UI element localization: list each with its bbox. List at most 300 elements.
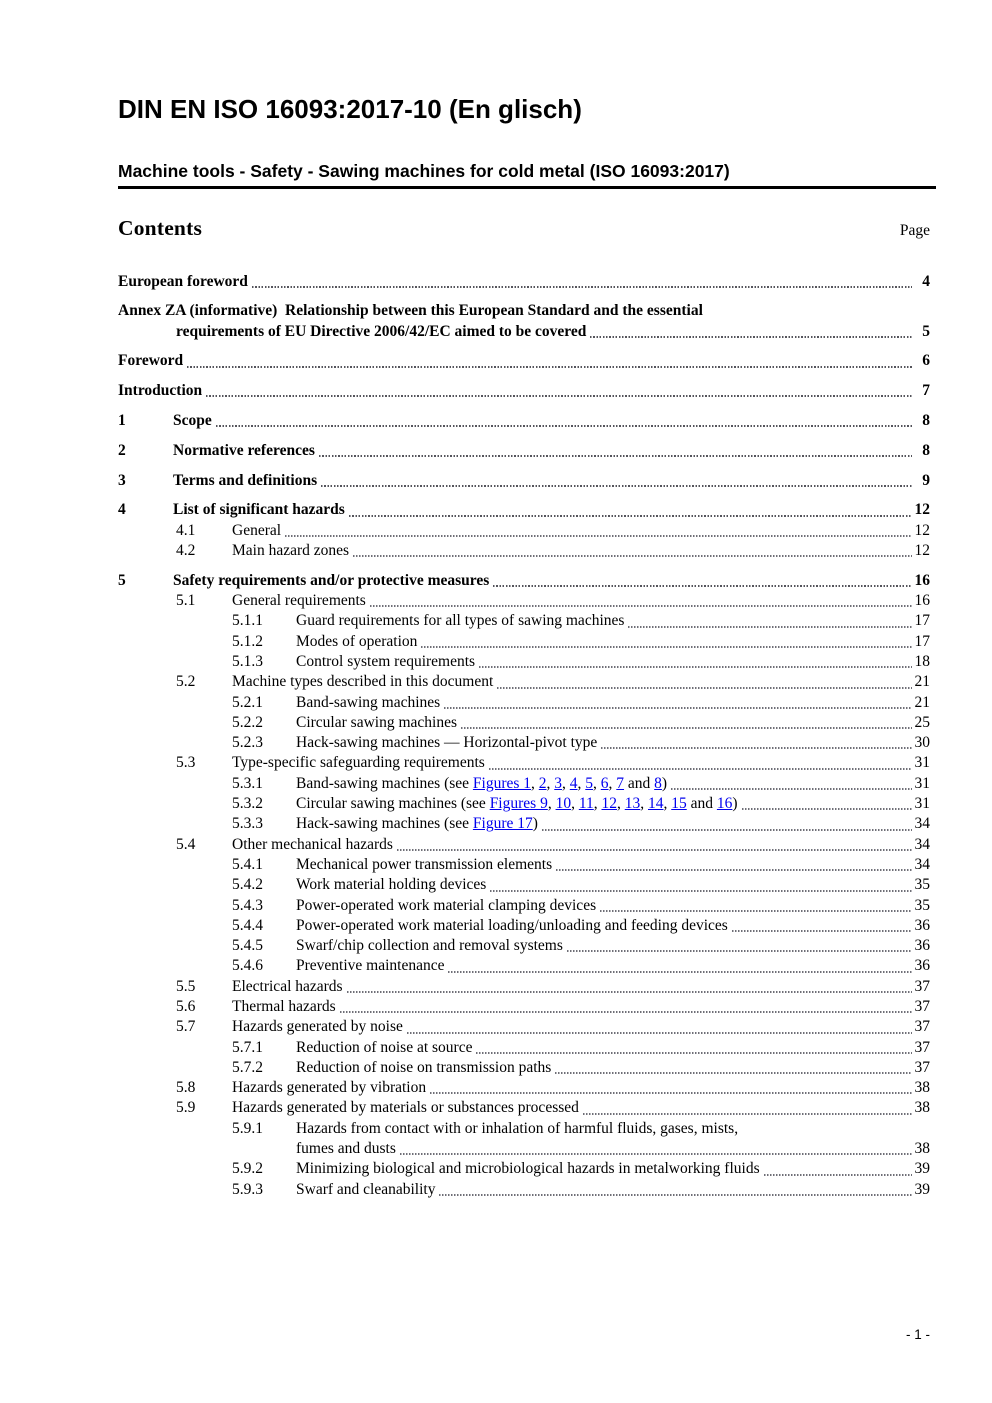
toc-entry-number: 5.1: [176, 592, 196, 610]
toc-entry-number: 5.9: [176, 1099, 196, 1117]
toc-entry-line: [118, 1119, 930, 1139]
toc-entry-number: 5.4.5: [232, 937, 263, 955]
figure-link[interactable]: 11: [578, 795, 594, 813]
toc-leader-dots: [370, 605, 912, 607]
toc-entry-line: [118, 1078, 930, 1098]
toc-entry: [118, 875, 930, 895]
contents-header-row: [118, 216, 930, 241]
toc-page-number: 36: [914, 937, 930, 955]
toc-page-number: 31: [914, 774, 930, 792]
toc-page-number: 31: [914, 795, 930, 813]
toc-leader-dots: [479, 666, 912, 668]
toc-title-text: Hazards generated by materials or substances processed: [232, 1099, 579, 1117]
toc-page-number: 12: [914, 521, 930, 539]
toc-title-text: Terms and definitions: [173, 471, 318, 489]
toc-entry: [118, 500, 930, 520]
toc-entry: [118, 1159, 930, 1179]
toc-title-text: ,: [608, 774, 617, 792]
toc-title-text: Main hazard zones: [232, 541, 350, 559]
figure-link[interactable]: 15: [671, 795, 687, 813]
toc-entry-line: [118, 977, 930, 997]
toc-entry: [118, 814, 930, 834]
toc-entry: [118, 591, 930, 611]
toc-title-text: ,: [617, 795, 625, 813]
toc-title-text: Thermal hazards: [232, 998, 336, 1015]
toc-title-text: ,: [546, 774, 555, 792]
toc-leader-dots: [764, 1174, 912, 1176]
toc-leader-dots: [461, 727, 912, 729]
toc-page-number: 37: [914, 998, 930, 1015]
toc-entry-title: [232, 521, 281, 541]
toc-entry-line: [118, 794, 930, 814]
toc-entry-number: 5.5: [176, 977, 196, 995]
toc-title-text: ,: [571, 795, 579, 813]
toc-entry-number: 5.9.3: [232, 1180, 263, 1198]
toc-page-number: 12: [914, 501, 930, 519]
toc-entry-number: 5.1.3: [232, 652, 263, 670]
toc-entry-line: [118, 632, 930, 652]
toc-entry-line: [118, 875, 930, 895]
toc-title-text: ,: [531, 774, 539, 792]
toc-entry-title: [296, 693, 440, 713]
toc-page-number: 35: [914, 876, 930, 894]
toc-title-text: European foreword: [118, 272, 248, 290]
toc-title-text: Other mechanical hazards: [232, 835, 393, 853]
toc-leader-dots: [490, 890, 912, 892]
toc-entry-line: [118, 500, 930, 520]
toc-entry-line: [118, 672, 930, 692]
toc-entry: [118, 733, 930, 753]
toc-leader-dots: [349, 515, 912, 517]
toc-page-number: 35: [914, 896, 930, 914]
toc-entry-number: 5.4.1: [232, 855, 263, 873]
toc-entry-number: 5.2.1: [232, 693, 263, 711]
toc-entry: [118, 471, 930, 491]
toc-title-text: ,: [562, 774, 570, 792]
toc-title-text: ,: [663, 795, 672, 813]
toc-title-text: Guard requirements for all types of sawing machines: [296, 612, 625, 630]
toc-entry-line: [118, 855, 930, 875]
toc-entry-line: [118, 997, 930, 1017]
toc-entry: [118, 713, 930, 733]
toc-entry: [118, 753, 930, 773]
toc-leader-dots: [556, 869, 912, 871]
figure-link[interactable]: 6: [600, 774, 609, 792]
toc-title-text: Modes of operation: [296, 632, 418, 650]
toc-entry-number: 5.2: [176, 673, 196, 691]
document-title: DIN EN ISO 16093:2017-10 (En glisch): [118, 94, 582, 124]
toc-entry-title: [232, 977, 343, 997]
toc-leader-dots: [444, 707, 912, 709]
toc-entry-title: [173, 441, 315, 461]
toc-title-text: Band-sawing machines (see: [296, 774, 473, 792]
toc-entry-line: [118, 774, 930, 794]
figure-link[interactable]: 8: [654, 774, 662, 792]
toc-entry-line: [118, 1038, 930, 1058]
toc-entry-title: [176, 322, 586, 342]
toc-leader-dots: [347, 991, 912, 993]
toc-leader-dots: [252, 286, 912, 288]
toc-title-text: Mechanical power transmission elements: [296, 855, 553, 873]
toc-entry-number: 5.7.1: [232, 1038, 263, 1056]
toc-title-text: General requirements: [232, 592, 366, 610]
toc-entry: [118, 1180, 930, 1200]
toc-title-text: ,: [593, 795, 602, 813]
toc-entry-line: [118, 733, 930, 753]
toc-entry: [118, 794, 930, 814]
toc-entry-title: [296, 652, 475, 672]
figure-link[interactable]: 7: [616, 774, 625, 792]
toc-title-text: Power-operated work material loading/unloading and feeding devices: [296, 916, 728, 934]
figure-link[interactable]: 13: [624, 795, 641, 813]
toc-entry-line: [118, 1017, 930, 1037]
toc-page-number: 39: [914, 1180, 930, 1198]
toc-entry: [118, 896, 930, 916]
toc-title-text: Introduction: [118, 382, 203, 400]
toc-entry-title: [173, 471, 317, 491]
toc-page-number: 4: [922, 272, 930, 290]
toc-title-text: Hazards generated by noise: [232, 1018, 403, 1036]
toc-entry-title: [296, 1119, 738, 1139]
toc-entry-title: [232, 672, 493, 692]
toc-leader-dots: [489, 768, 912, 770]
toc-entry-line: [118, 381, 930, 401]
toc-entry: [118, 301, 930, 342]
toc-entry-line: [118, 541, 930, 561]
figure-link[interactable]: 5: [585, 774, 594, 792]
toc-title-text: ,: [593, 774, 601, 792]
toc-title-text: Normative references: [173, 441, 315, 459]
toc-page-number: 21: [914, 693, 930, 711]
toc-entry-title: [296, 1180, 435, 1200]
toc-title-text: and: [686, 795, 717, 813]
toc-leader-dots: [400, 1153, 912, 1155]
toc-entry-line: [118, 301, 930, 321]
toc-leader-dots: [671, 788, 912, 790]
toc-entry-title: [296, 632, 417, 652]
toc-title-text: Safety requirements and/or protective measures: [173, 571, 490, 589]
toc-title-text: Preventive maintenance: [296, 957, 445, 975]
toc-page-number: 31: [914, 754, 930, 772]
figure-link[interactable]: 2: [538, 774, 547, 792]
toc-entry-number: 5: [118, 571, 126, 589]
page-number-indicator: - 1 -: [905, 1327, 930, 1342]
toc-leader-dots: [216, 425, 912, 427]
toc-leader-dots: [732, 930, 912, 932]
toc-entry-number: 5.2.2: [232, 713, 263, 731]
toc-entry: [118, 521, 930, 541]
toc-entry-number: 4: [118, 501, 126, 519]
toc-entry-title: [296, 1159, 760, 1179]
toc-page-number: 17: [914, 632, 930, 650]
figure-link[interactable]: 12: [601, 795, 617, 813]
toc-title-text: Scope: [173, 411, 212, 429]
toc-entry: [118, 977, 930, 997]
toc-entry-line: [118, 351, 930, 371]
figure-link[interactable]: Figure 17: [472, 815, 533, 833]
toc-entry-title: [232, 1098, 579, 1118]
toc-title-text: and: [624, 774, 655, 792]
toc-entry-title: [296, 733, 597, 753]
toc-entry: [118, 1078, 930, 1098]
toc-leader-dots: [319, 455, 912, 457]
toc-leader-dots: [590, 336, 912, 338]
toc-page-number: 21: [914, 673, 930, 691]
toc-entry: [118, 936, 930, 956]
toc-page-number: 8: [922, 441, 930, 459]
page-column-label: Page: [899, 222, 930, 239]
toc-entry-line: [118, 272, 930, 292]
toc-entry-line: [118, 693, 930, 713]
figure-link[interactable]: 16: [716, 795, 733, 813]
toc-entry-line: [118, 835, 930, 855]
toc-entry-title: [296, 794, 738, 814]
toc-title-text: Hack-sawing machines (see: [296, 815, 473, 833]
toc-entry-title: [232, 753, 485, 773]
toc-entry: [118, 672, 930, 692]
toc-page-number: 37: [914, 977, 930, 995]
toc-page-number: 7: [922, 382, 930, 400]
toc-entry-line: [118, 814, 930, 834]
toc-entry: [118, 855, 930, 875]
toc-entry-line: [118, 1058, 930, 1078]
toc-leader-dots: [497, 687, 912, 689]
toc-entry-line: [118, 1098, 930, 1118]
toc-title-text: ,: [577, 774, 586, 792]
toc-leader-dots: [555, 1072, 912, 1074]
toc-entry-title: [118, 301, 703, 321]
toc-entry-title: [118, 351, 183, 371]
toc-title-text: requirements of EU Directive 2006/42/EC aimed to be covered: [176, 322, 587, 340]
toc-entry-title: [173, 500, 345, 520]
toc-page-number: 18: [914, 652, 930, 670]
toc-entry: [118, 1119, 930, 1160]
toc-entry-number: 4.1: [176, 521, 196, 539]
toc-entry-title: [232, 591, 366, 611]
toc-entry-number: 5.7.2: [232, 1058, 263, 1076]
toc-entry: [118, 916, 930, 936]
toc-entry-line: [118, 411, 930, 431]
toc-entry-number: 5.9.1: [232, 1119, 263, 1137]
contents-heading: Contents: [118, 216, 203, 240]
toc-entry: [118, 997, 930, 1017]
toc-leader-dots: [583, 1113, 912, 1115]
toc-page-number: 34: [914, 835, 930, 853]
toc-entry: [118, 956, 930, 976]
toc-title-text: ): [661, 774, 668, 792]
toc-title-text: Hazards from contact with or inhalation of harmful fluids, gases, mists,: [296, 1119, 739, 1137]
toc-entry: [118, 571, 930, 591]
toc-entry-number: 5.1.1: [232, 612, 263, 630]
toc-page-number: 37: [914, 1058, 930, 1076]
toc-entry-number: 1: [118, 411, 126, 429]
toc-entry-title: [118, 381, 202, 401]
figure-link[interactable]: 14: [648, 795, 664, 813]
toc-entry-title: [296, 956, 444, 976]
toc-page-number: 6: [922, 352, 930, 370]
toc-entry: [118, 1017, 930, 1037]
toc-leader-dots: [430, 1092, 912, 1094]
toc-entry-line: [118, 1180, 930, 1200]
toc-entry-title: [296, 814, 538, 834]
toc-leader-dots: [448, 971, 912, 973]
toc-title-text: ,: [640, 795, 648, 813]
toc-entry-title: [296, 916, 728, 936]
toc-entry-number: 3: [118, 471, 126, 489]
toc-entry-number: 2: [118, 441, 126, 459]
document-subtitle: Machine tools - Safety - Sawing machines for cold metal (ISO 16093:2017): [118, 160, 936, 189]
toc-leader-dots: [476, 1052, 912, 1054]
toc-entry-title: [296, 774, 667, 794]
toc-page-number: 17: [914, 612, 930, 630]
toc-entry: [118, 441, 930, 461]
toc-title-text: Minimizing biological and microbiological hazards in metalworking fluids: [296, 1160, 760, 1178]
toc-entry-title: [296, 1038, 472, 1058]
toc-entry-line: [118, 591, 930, 611]
toc-title-text: fumes and dusts: [296, 1140, 396, 1158]
toc-leader-dots: [493, 585, 912, 587]
toc-page-number: 25: [914, 713, 930, 731]
toc-entry-title: [232, 835, 393, 855]
toc-entry: [118, 351, 930, 371]
toc-entry-line: [118, 521, 930, 541]
toc-entry-line: [118, 896, 930, 916]
toc-page-number: 9: [922, 471, 930, 489]
toc-entry-title: [232, 1017, 403, 1037]
toc-entry: [118, 1038, 930, 1058]
toc-entry: [118, 632, 930, 652]
toc-entry-line: [118, 713, 930, 733]
toc-title-text: General: [232, 521, 282, 539]
toc-entry-title: [296, 611, 624, 631]
toc-title-text: Annex ZA (informative) Relationship between this European Standard and the essential: [118, 302, 703, 320]
toc-entry-number: 5.9.2: [232, 1160, 263, 1178]
toc-entry: [118, 611, 930, 631]
toc-entry-title: [232, 541, 349, 561]
toc-title-text: Machine types described in this document: [232, 673, 494, 691]
toc-leader-dots: [439, 1194, 912, 1196]
toc-entry-line: [118, 916, 930, 936]
toc-page-number: 16: [914, 571, 930, 589]
toc-page-number: 37: [914, 1018, 930, 1036]
toc-entry-title: [296, 936, 563, 956]
toc-leader-dots: [421, 646, 912, 648]
toc-entry-number: 5.4.3: [232, 896, 263, 914]
figure-link[interactable]: 4: [569, 774, 578, 792]
toc-entry-title: [296, 875, 486, 895]
toc-entry-number: 4.2: [176, 541, 196, 559]
toc-entry-number: 5.3.1: [232, 774, 263, 792]
toc-title-text: Reduction of noise on transmission paths: [296, 1058, 552, 1076]
toc-page-number: 38: [914, 1099, 930, 1117]
toc-entry-line: [118, 441, 930, 461]
toc-leader-dots: [340, 1011, 912, 1013]
toc-entry-title: [232, 997, 336, 1017]
toc-entry-line: [118, 571, 930, 591]
toc-page-number: 36: [914, 916, 930, 934]
toc-entry-title: [296, 1058, 551, 1078]
toc-leader-dots: [285, 535, 912, 537]
toc-leader-dots: [567, 950, 912, 952]
figure-link[interactable]: Figures 1: [472, 774, 532, 792]
toc-title-text: ): [732, 795, 738, 813]
toc-entry: [118, 1058, 930, 1078]
toc-entry-number: 5.8: [176, 1079, 196, 1097]
toc-entry-title: [296, 896, 596, 916]
figure-link[interactable]: 3: [554, 774, 563, 792]
toc-page-number: 36: [914, 957, 930, 975]
toc-entry-line: [118, 611, 930, 631]
toc-page-number: 37: [914, 1038, 930, 1056]
toc-title-text: Type-specific safeguarding requirements: [232, 754, 485, 772]
toc-title-text: Swarf/chip collection and removal systems: [296, 937, 563, 955]
toc-entry-number: 5.3.2: [232, 795, 263, 813]
toc-entry-line: [118, 956, 930, 976]
toc-entry-title: [173, 571, 489, 591]
toc-entry-number: 5.4: [176, 835, 196, 853]
toc-title-text: Circular sawing machines: [296, 713, 457, 731]
toc-entry: [118, 693, 930, 713]
toc-leader-dots: [542, 829, 912, 831]
toc-entry-number: 5.4.2: [232, 876, 263, 894]
toc-title-text: Reduction of noise at source: [296, 1038, 473, 1056]
toc-title-text: Work material holding devices: [296, 876, 487, 894]
toc-page-number: 38: [914, 1140, 930, 1158]
toc-entry-line: [118, 471, 930, 491]
toc-entry: [118, 835, 930, 855]
toc-title-text: Control system requirements: [296, 652, 476, 670]
toc-page-number: 39: [914, 1160, 930, 1178]
toc-title-text: Hazards generated by vibration: [232, 1079, 427, 1097]
toc-entry-title: [296, 855, 552, 875]
toc-page-number: 30: [914, 734, 930, 752]
toc-entry-line: [118, 1139, 930, 1159]
toc-entry-number: 5.2.3: [232, 734, 263, 752]
toc-leader-dots: [628, 626, 912, 628]
toc-entry-number: 5.1.2: [232, 632, 263, 650]
toc-page-number: 5: [922, 322, 930, 340]
figure-link[interactable]: 10: [555, 795, 572, 813]
toc-entry: [118, 541, 930, 561]
toc-leader-dots: [407, 1032, 912, 1034]
toc-entry-number: 5.7: [176, 1018, 196, 1036]
toc-page-number: 16: [914, 592, 930, 610]
toc-entry-number: 5.3: [176, 754, 196, 772]
toc-leader-dots: [601, 747, 912, 749]
toc-title-text: Hack-sawing machines — Horizontal-pivot type: [296, 734, 598, 752]
toc-leader-dots: [397, 849, 912, 851]
toc-title-text: ): [532, 815, 538, 833]
toc-entry-line: [118, 753, 930, 773]
toc-leader-dots: [206, 395, 912, 397]
toc-entry: [118, 381, 930, 401]
figure-link[interactable]: Figures 9: [489, 795, 548, 813]
toc-title-text: List of significant hazards: [173, 501, 345, 519]
toc-page-number: 8: [922, 411, 930, 429]
toc-leader-dots: [600, 910, 912, 912]
toc-page-number: 34: [914, 815, 930, 833]
toc-title-text: Power-operated work material clamping devices: [296, 896, 597, 914]
toc-title-text: Foreword: [118, 352, 184, 370]
toc-entry: [118, 1098, 930, 1118]
toc-leader-dots: [187, 366, 912, 368]
toc-title-text: Electrical hazards: [232, 977, 343, 995]
toc-entry-line: [118, 936, 930, 956]
toc-leader-dots: [742, 808, 912, 810]
toc-entry-title: [296, 713, 457, 733]
toc-entry: [118, 652, 930, 672]
toc-entry-number: 5.4.4: [232, 916, 263, 934]
